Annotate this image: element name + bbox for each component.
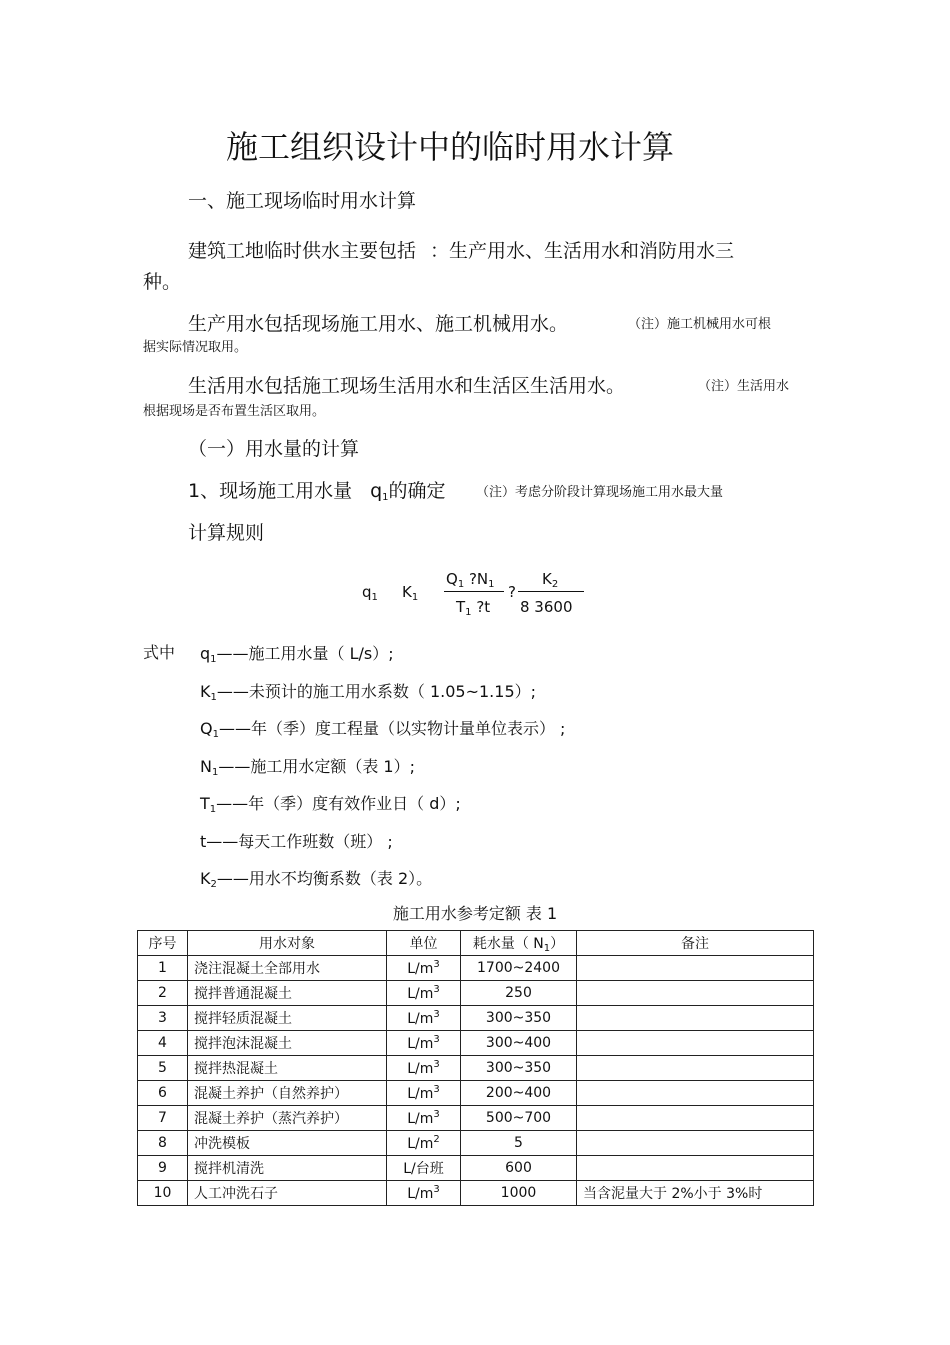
formula-den1-symbol: T — [456, 598, 466, 616]
definition-symbol-sub: 1 — [209, 804, 217, 815]
cell-unit-exponent: 3 — [433, 1034, 440, 1045]
living-note-a: （注）生活用水 — [698, 379, 790, 394]
formula-q-sub: 1 — [371, 592, 378, 603]
definition-text: ——施工用水定额（表 1）; — [218, 756, 416, 776]
definition-item — [200, 679, 536, 703]
header-amount-close: ） — [550, 935, 565, 952]
rule-heading: 计算规则 — [188, 522, 265, 544]
definition-symbol: T — [200, 794, 210, 813]
cell-unit-text: L/m — [407, 1136, 434, 1152]
cell-amount: 250 — [461, 981, 577, 1006]
definition-text: ——施工用水量（ L/s）; — [216, 644, 394, 663]
formula-operator: ? — [508, 583, 516, 601]
definition-item — [200, 754, 415, 778]
item-1-var: q — [370, 480, 383, 502]
header-note: 备注 — [577, 931, 814, 956]
cell-unit-text: L/m — [407, 1011, 434, 1027]
cell-amount: 1700~2400 — [461, 956, 577, 981]
formula-numerator-1 — [446, 570, 495, 590]
cell-note: 当含泥量大于 2%小于 3%时 — [577, 1181, 814, 1206]
cell-unit-exponent: 3 — [433, 1184, 440, 1195]
cell-no: 10 — [138, 1181, 188, 1206]
cell-unit — [387, 1181, 461, 1206]
cell-unit-exponent: 3 — [433, 1059, 440, 1070]
item-1-heading — [188, 476, 446, 503]
formula-denominator-2: 8 3600 — [520, 598, 573, 616]
definition-item — [200, 829, 393, 853]
formula — [360, 566, 600, 622]
cell-unit — [387, 1156, 461, 1181]
cell-no: 1 — [138, 956, 188, 981]
intro-text-b: ：生产用水、生活用水和消防用水三 — [430, 240, 735, 262]
intro-line-2: 种。 — [143, 271, 182, 293]
cell-object: 搅拌泡沫混凝土 — [188, 1031, 387, 1056]
cell-unit-text: L/台班 — [403, 1161, 444, 1177]
cell-note — [577, 1156, 814, 1181]
header-object: 用水对象 — [188, 931, 387, 956]
formula-num2-symbol: K — [542, 570, 552, 588]
table-row — [138, 1056, 814, 1081]
cell-amount: 5 — [461, 1131, 577, 1156]
cell-note — [577, 981, 814, 1006]
definition-symbol: K — [200, 869, 211, 888]
production-note-a: （注）施工机械用水可根 — [628, 317, 772, 332]
cell-unit-text: L/m — [407, 1086, 434, 1102]
table-caption: 施工用水参考定额 表 1 — [392, 904, 558, 923]
formula-denominator-1 — [456, 598, 490, 618]
cell-object: 冲洗模板 — [188, 1131, 387, 1156]
cell-unit-exponent: 3 — [433, 984, 440, 995]
fraction-bar-1 — [444, 591, 504, 592]
formula-num1-rest-sub: 1 — [488, 579, 495, 590]
table-row — [138, 1106, 814, 1131]
cell-object: 浇注混凝土全部用水 — [188, 956, 387, 981]
cell-object: 混凝土养护（自然养护） — [188, 1081, 387, 1106]
intro-text-a: 建筑工地临时供水主要包括 — [188, 240, 417, 262]
cell-no: 6 — [138, 1081, 188, 1106]
definition-symbol-sub: 1 — [211, 766, 219, 778]
formula-den1-rest: ?t — [471, 598, 491, 616]
section-heading-1: 一、施工现场临时用水计算 — [188, 190, 417, 212]
cell-no: 4 — [138, 1031, 188, 1056]
cell-unit — [387, 981, 461, 1006]
formula-numerator-2 — [542, 570, 558, 590]
cell-no: 7 — [138, 1106, 188, 1131]
cell-unit-exponent: 3 — [433, 1109, 440, 1120]
production-text: 生产用水包括现场施工用水、施工机械用水。 — [188, 313, 569, 335]
header-amount-sub: 1 — [543, 942, 551, 954]
formula-num1-sub: 1 — [457, 579, 465, 590]
table-row — [138, 1181, 814, 1206]
cell-object: 搅拌轻质混凝土 — [188, 1006, 387, 1031]
cell-unit — [387, 1106, 461, 1131]
formula-num1-rest: ?N — [464, 570, 489, 588]
definition-text: ——年（季）度有效作业日（ d）; — [216, 794, 461, 813]
table-row — [138, 1031, 814, 1056]
page-title — [0, 122, 900, 168]
item-1-suffix: 的确定 — [388, 480, 446, 502]
living-note-b: 根据现场是否布置生活区取用。 — [143, 404, 326, 419]
header-no: 序号 — [138, 931, 188, 956]
intro-line-1 — [188, 236, 734, 263]
cell-amount: 500~700 — [461, 1106, 577, 1131]
cell-unit — [387, 1031, 461, 1056]
page-title-text: 施工组织设计中的临时用水计算 — [225, 128, 674, 166]
cell-unit — [387, 956, 461, 981]
item-1-note: （注）考虑分阶段计算现场施工用水最大量 — [476, 485, 724, 500]
cell-amount: 200~400 — [461, 1081, 577, 1106]
formula-den1-sub: 1 — [465, 607, 472, 618]
definition-text: ——用水不均衡系数（表 2）。 — [216, 869, 433, 888]
cell-no: 9 — [138, 1156, 188, 1181]
subsection-heading: （一）用水量的计算 — [188, 438, 360, 460]
production-note-b: 据实际情况取用。 — [143, 340, 248, 355]
cell-unit-text: L/m — [407, 986, 434, 1002]
cell-unit-text: L/m — [407, 1111, 434, 1127]
header-amount-text: 耗水量（ N — [472, 935, 544, 952]
cell-unit — [387, 1131, 461, 1156]
cell-amount: 1000 — [461, 1181, 577, 1206]
cell-unit — [387, 1081, 461, 1106]
cell-note — [577, 956, 814, 981]
cell-unit-text: L/m — [407, 1036, 434, 1052]
table-row — [138, 981, 814, 1006]
table-row — [138, 956, 814, 981]
cell-object: 搅拌热混凝土 — [188, 1056, 387, 1081]
cell-unit-exponent: 2 — [433, 1134, 440, 1145]
water-quota-table — [137, 930, 814, 1206]
table-row — [138, 1131, 814, 1156]
defs-label: 式中 — [143, 643, 176, 662]
definition-text: ——未预计的施工用水系数（ 1.05~1.15）; — [216, 681, 537, 701]
cell-note — [577, 1131, 814, 1156]
definition-symbol-sub: 1 — [212, 729, 219, 740]
table-row — [138, 1081, 814, 1106]
cell-object: 混凝土养护（蒸汽养护） — [188, 1106, 387, 1131]
formula-q — [362, 583, 378, 603]
cell-note — [577, 1006, 814, 1031]
definition-item — [200, 866, 432, 890]
cell-unit-text: L/m — [407, 961, 434, 977]
cell-no: 2 — [138, 981, 188, 1006]
formula-k1 — [402, 583, 418, 603]
cell-unit — [387, 1056, 461, 1081]
cell-no: 5 — [138, 1056, 188, 1081]
cell-note — [577, 1081, 814, 1106]
definition-symbol: t — [200, 831, 207, 851]
cell-object: 人工冲洗石子 — [188, 1181, 387, 1206]
definition-symbol: N — [200, 756, 212, 776]
definition-symbol: q — [200, 644, 211, 663]
table-row — [138, 1156, 814, 1181]
definition-item — [200, 791, 461, 815]
cell-unit-text: L/m — [407, 1186, 434, 1202]
cell-no: 3 — [138, 1006, 188, 1031]
table-header-row — [138, 931, 814, 956]
formula-k1-sub: 1 — [411, 592, 419, 603]
cell-amount: 600 — [461, 1156, 577, 1181]
cell-note — [577, 1056, 814, 1081]
definition-symbol-sub: 1 — [210, 691, 217, 703]
formula-k1-symbol: K — [402, 583, 412, 601]
cell-no: 8 — [138, 1131, 188, 1156]
cell-unit-exponent: 3 — [433, 959, 440, 970]
item-1-prefix: 1、现场施工用水量 — [188, 480, 353, 502]
definition-symbol-sub: 2 — [210, 879, 217, 890]
fraction-bar-2 — [518, 591, 584, 592]
definition-item — [200, 641, 394, 665]
table-body — [138, 956, 814, 1206]
cell-unit-text: L/m — [407, 1061, 434, 1077]
formula-num2-sub: 2 — [551, 579, 559, 590]
definition-symbol-sub: 1 — [210, 654, 217, 665]
table-row — [138, 1006, 814, 1031]
living-text: 生活用水包括施工现场生活用水和生活区生活用水。 — [188, 375, 626, 397]
definition-item — [200, 716, 565, 740]
cell-amount: 300~400 — [461, 1031, 577, 1056]
item-1-var-sub: 1 — [382, 492, 389, 503]
cell-unit — [387, 1006, 461, 1031]
definition-symbol: Q — [200, 719, 213, 738]
cell-note — [577, 1106, 814, 1131]
cell-object: 搅拌普通混凝土 — [188, 981, 387, 1006]
cell-unit-exponent: 3 — [433, 1084, 440, 1095]
formula-num1-symbol: Q — [446, 570, 458, 588]
cell-note — [577, 1031, 814, 1056]
cell-unit-exponent: 3 — [433, 1009, 440, 1020]
cell-amount: 300~350 — [461, 1006, 577, 1031]
header-amount — [461, 931, 577, 956]
definition-text: ——每天工作班数（班） ; — [206, 831, 393, 851]
definition-text: ——年（季）度工程量（以实物计量单位表示） ; — [218, 719, 566, 738]
cell-amount: 300~350 — [461, 1056, 577, 1081]
formula-q-symbol: q — [362, 583, 372, 601]
cell-object: 搅拌机清洗 — [188, 1156, 387, 1181]
definition-symbol: K — [200, 681, 211, 701]
header-unit: 单位 — [387, 931, 461, 956]
